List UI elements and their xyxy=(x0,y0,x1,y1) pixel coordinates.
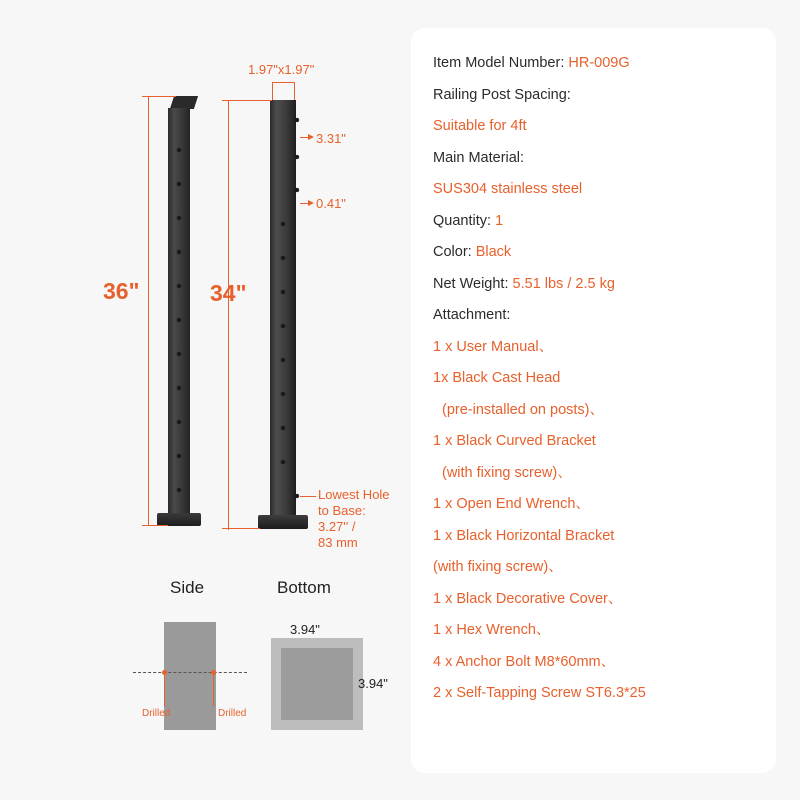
post1-hole xyxy=(177,488,181,492)
post1-hole xyxy=(177,216,181,220)
top-dimension-label: 1.97"x1.97" xyxy=(248,62,315,77)
drilled-right-label: Drilled xyxy=(218,708,247,719)
model-label: Item Model Number: xyxy=(433,55,569,71)
lowest-hole-line-3: 3.27'' / xyxy=(318,519,356,534)
top-dim-bar xyxy=(272,82,295,83)
attachment-item: 1x Black Cast Head xyxy=(433,370,561,386)
attachment-item: 1 x User Manual、 xyxy=(433,338,554,355)
post1-hole xyxy=(177,386,181,390)
color-label: Color: xyxy=(433,244,476,260)
attachment-item: 1 x Hex Wrench、 xyxy=(433,622,551,638)
weight-value: 5.51 lbs / 2.5 kg xyxy=(512,275,615,292)
post2-dim-line xyxy=(228,100,229,530)
attachment-item: (pre-installed on posts)、 xyxy=(442,401,604,418)
post1-hole xyxy=(177,352,181,356)
bottom-width-label: 3.94" xyxy=(290,622,320,637)
post1-height-label: 36" xyxy=(103,278,140,304)
post1-body xyxy=(168,108,190,513)
quantity-label: Quantity: xyxy=(433,212,496,229)
quantity-value: 1 xyxy=(495,212,504,229)
post2-hole xyxy=(281,290,285,294)
weight-row xyxy=(433,277,776,292)
post2-hole xyxy=(281,392,285,396)
bottom-view-label: Bottom xyxy=(277,578,331,597)
post2-hole xyxy=(281,256,285,260)
lowest-hole-line-4: 83 mm xyxy=(318,535,358,550)
spacing-top-label: 3.31" xyxy=(316,131,346,146)
post2-hole xyxy=(295,188,299,192)
model-value: HR-009G xyxy=(568,55,630,71)
post2-base-plate xyxy=(258,515,308,529)
attachment-item: 1 x Black Decorative Cover、 xyxy=(433,590,623,607)
attachment-label: Attachment: xyxy=(433,307,511,323)
post2-hole xyxy=(281,426,285,430)
post2-hole xyxy=(281,460,285,464)
lowest-hole-line-1: Lowest Hole xyxy=(318,487,390,502)
top-dim-leader-left xyxy=(272,82,273,100)
post2-body xyxy=(270,100,296,515)
post1-hole xyxy=(177,318,181,322)
color-value: Black xyxy=(475,244,512,260)
post1-hole xyxy=(177,420,181,424)
attachment-item: 1 x Black Horizontal Bracket xyxy=(433,527,615,544)
side-view-shape xyxy=(164,622,216,730)
post2-lowest-hole xyxy=(295,494,299,498)
spacing-value: Suitable for 4ft xyxy=(433,118,527,134)
spacing-top-arrow xyxy=(308,134,314,140)
spacing-label: Railing Post Spacing: xyxy=(433,86,571,103)
post1-dim-line xyxy=(148,96,149,526)
post2-top-extension xyxy=(222,100,272,101)
post1-hole xyxy=(177,284,181,288)
post1-hole xyxy=(177,148,181,152)
side-view-center-line xyxy=(133,672,247,673)
lowest-hole-line-2: to Base: xyxy=(318,503,366,518)
spacing-second-arrow xyxy=(308,200,314,206)
drilled-left-label: Drilled xyxy=(142,708,171,719)
post2-hole xyxy=(295,118,299,122)
spacing-second-label: 0.41" xyxy=(316,196,346,211)
attachment-item: (with fixing screw)、 xyxy=(442,464,572,481)
post1-hole xyxy=(177,250,181,254)
drilled-right-leader xyxy=(213,674,214,706)
post2-hole xyxy=(281,324,285,328)
attachment-item: 2 x Self-Tapping Screw ST6.3*25 xyxy=(433,685,646,701)
attachment-item: 1 x Open End Wrench、 xyxy=(433,496,590,512)
post2-height-label: 34" xyxy=(210,280,247,306)
top-dim-leader-right xyxy=(294,82,295,100)
quantity-row xyxy=(433,214,776,229)
post1-bottom-extension xyxy=(142,525,168,526)
post2-hole xyxy=(281,222,285,226)
attachment-item: (with fixing screw)、 xyxy=(433,559,563,575)
color-row xyxy=(433,245,776,260)
weight-label: Net Weight: xyxy=(433,275,513,292)
bottom-view-inner-square xyxy=(281,648,353,720)
post2-hole xyxy=(281,358,285,362)
attachment-item: 4 x Anchor Bolt M8*60mm、 xyxy=(433,653,616,670)
side-view-label: Side xyxy=(170,578,205,597)
material-label: Main Material: xyxy=(433,149,525,166)
model-row xyxy=(433,56,776,71)
post2-hole xyxy=(295,155,299,159)
post1-hole xyxy=(177,454,181,458)
bottom-height-label: 3.94" xyxy=(358,676,388,691)
specification-card xyxy=(411,28,776,773)
material-value: SUS304 stainless steel xyxy=(433,181,583,197)
drilled-left-leader xyxy=(164,674,165,706)
post1-hole xyxy=(177,182,181,186)
lowest-hole-leader xyxy=(300,496,316,497)
attachment-item: 1 x Black Curved Bracket xyxy=(433,433,596,449)
